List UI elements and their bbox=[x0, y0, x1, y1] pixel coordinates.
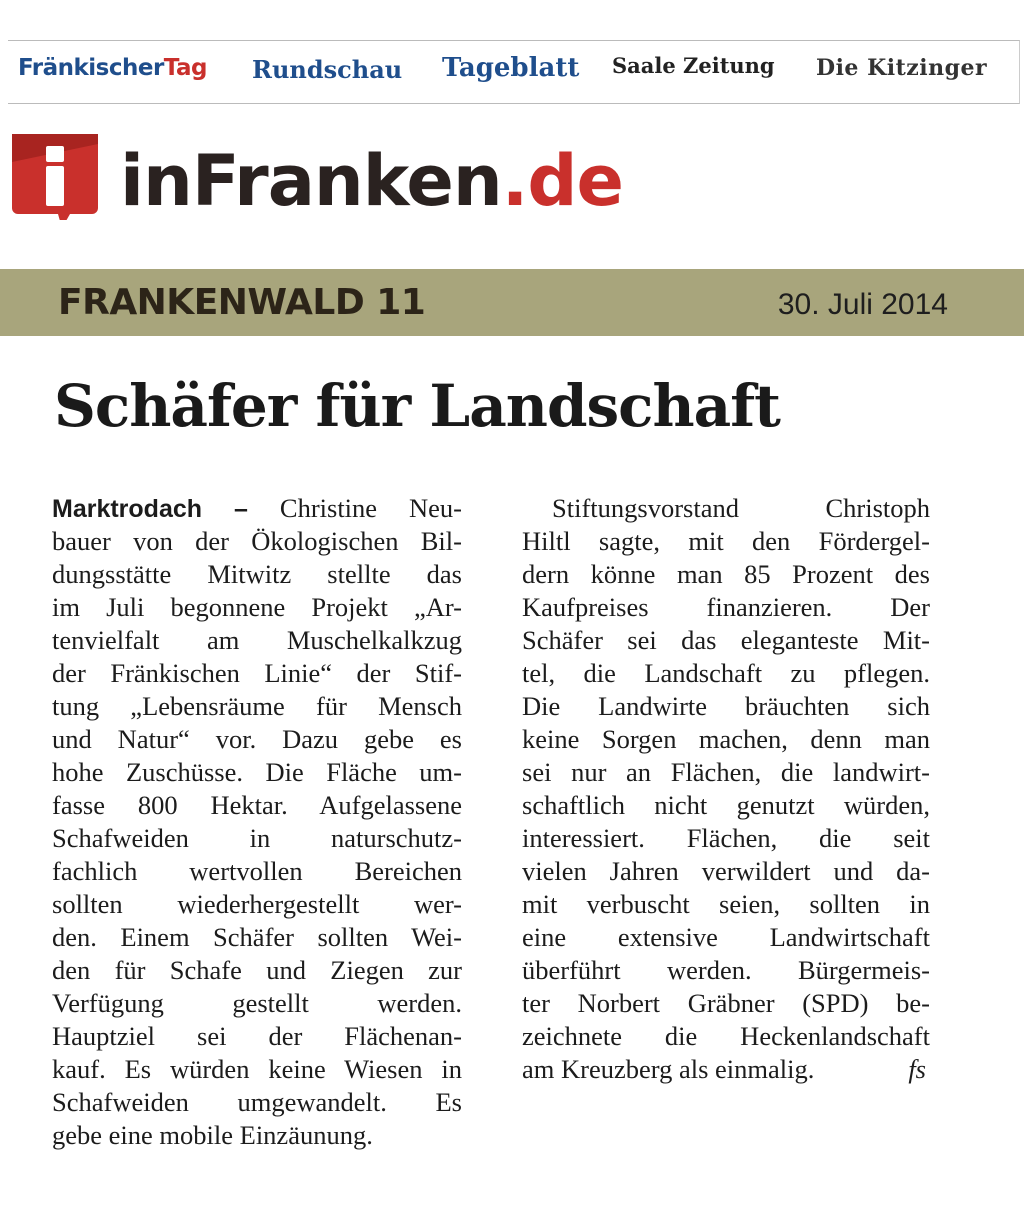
article-line: sollten wiederhergestellt wer- bbox=[52, 889, 462, 919]
article-line: der Fränkischen Linie“ der Stif- bbox=[52, 658, 462, 688]
article-line: hohe Zuschüsse. Die Fläche um- bbox=[52, 757, 462, 787]
article-line: kauf. Es würden keine Wiesen in bbox=[52, 1054, 462, 1084]
article-line: den. Einem Schäfer sollten Wei- bbox=[52, 922, 462, 952]
article-column-1 bbox=[52, 492, 462, 1152]
article-line: Kaufpreises finanzieren. Der bbox=[522, 592, 930, 622]
article-line: Stiftungsvorstand Christoph bbox=[552, 493, 930, 523]
article-line: ter Norbert Gräbner (SPD) be- bbox=[522, 988, 930, 1018]
article-line: keine Sorgen machen, denn man bbox=[522, 724, 930, 754]
article-line: fachlich wertvollen Bereichen bbox=[52, 856, 462, 886]
info-i-icon bbox=[12, 134, 98, 220]
article-line: tung „Lebensräume für Mensch bbox=[52, 691, 462, 721]
paper-logo-die-kitzinger: Die Kitzinger bbox=[816, 55, 988, 81]
article-line: dern könne man 85 Prozent des bbox=[522, 559, 930, 589]
article-line: tenvielfalt am Muschelkalkzug bbox=[52, 625, 462, 655]
article-line: Schafweiden in naturschutz- bbox=[52, 823, 462, 853]
article-line: tel, die Landschaft zu pflegen. bbox=[522, 658, 930, 688]
paper-logo-fraenkischer-tag: FränkischerTag bbox=[18, 55, 208, 81]
article-line: dungsstätte Mitwitz stellte das bbox=[52, 559, 462, 589]
article-line: interessiert. Flächen, die seit bbox=[522, 823, 930, 853]
paper-logo-saale-zeitung: Saale Zeitung bbox=[612, 53, 775, 78]
article-dateline: Marktrodach bbox=[52, 495, 203, 523]
article-line: Die Landwirte bräuchten sich bbox=[522, 691, 930, 721]
article-line: mit verbuscht seien, sollten in bbox=[522, 889, 930, 919]
article-line: und Natur“ vor. Dazu gebe es bbox=[52, 724, 462, 754]
article-line: Hauptziel sei der Flächenan- bbox=[52, 1021, 462, 1051]
newspaper-masthead bbox=[8, 40, 1020, 104]
article-line: sei nur an Flächen, die landwirt- bbox=[522, 757, 930, 787]
article-headline: Schäfer für Landschaft bbox=[54, 372, 780, 440]
section-band bbox=[0, 269, 1024, 336]
article-line: schaftlich nicht genutzt würden, bbox=[522, 790, 930, 820]
article-line: im Juli begonnene Projekt „Ar- bbox=[52, 592, 462, 622]
paper-logo-tageblatt: Tageblatt bbox=[442, 53, 580, 83]
paper-logo-rundschau: Rundschau bbox=[252, 55, 403, 84]
article-line: eine extensive Landwirtschaft bbox=[522, 922, 930, 952]
article-line: Verfügung gestellt werden. bbox=[52, 988, 462, 1018]
section-title: FRANKENWALD 11 bbox=[58, 282, 426, 323]
article-line: am Kreuzberg als einmalig. fs bbox=[522, 1054, 926, 1084]
article-line: gebe eine mobile Einzäunung. bbox=[52, 1120, 373, 1150]
article-line: zeichnete die Heckenlandschaft bbox=[522, 1021, 930, 1051]
article-line: fasse 800 Hektar. Aufgelassene bbox=[52, 790, 462, 820]
article-column-2 bbox=[522, 492, 930, 1086]
article-line: bauer von der Ökologischen Bil- bbox=[52, 526, 462, 556]
author-signature: fs bbox=[908, 1054, 926, 1084]
article-line: Schäfer sei das eleganteste Mit- bbox=[522, 625, 930, 655]
logo-wordmark: inFranken.de bbox=[120, 140, 623, 222]
publication-date: 30. Juli 2014 bbox=[777, 288, 948, 321]
article-line: Hiltl sagte, mit den Fördergel- bbox=[522, 526, 930, 556]
article-line: überführt werden. Bürgermeis- bbox=[522, 955, 930, 985]
article-line: den für Schafe und Ziegen zur bbox=[52, 955, 462, 985]
article-line: Schafweiden umgewandelt. Es bbox=[52, 1087, 462, 1117]
article-line: vielen Jahren verwildert und da- bbox=[522, 856, 930, 886]
article-line: Marktrodach – Christine Neu- bbox=[52, 493, 462, 523]
